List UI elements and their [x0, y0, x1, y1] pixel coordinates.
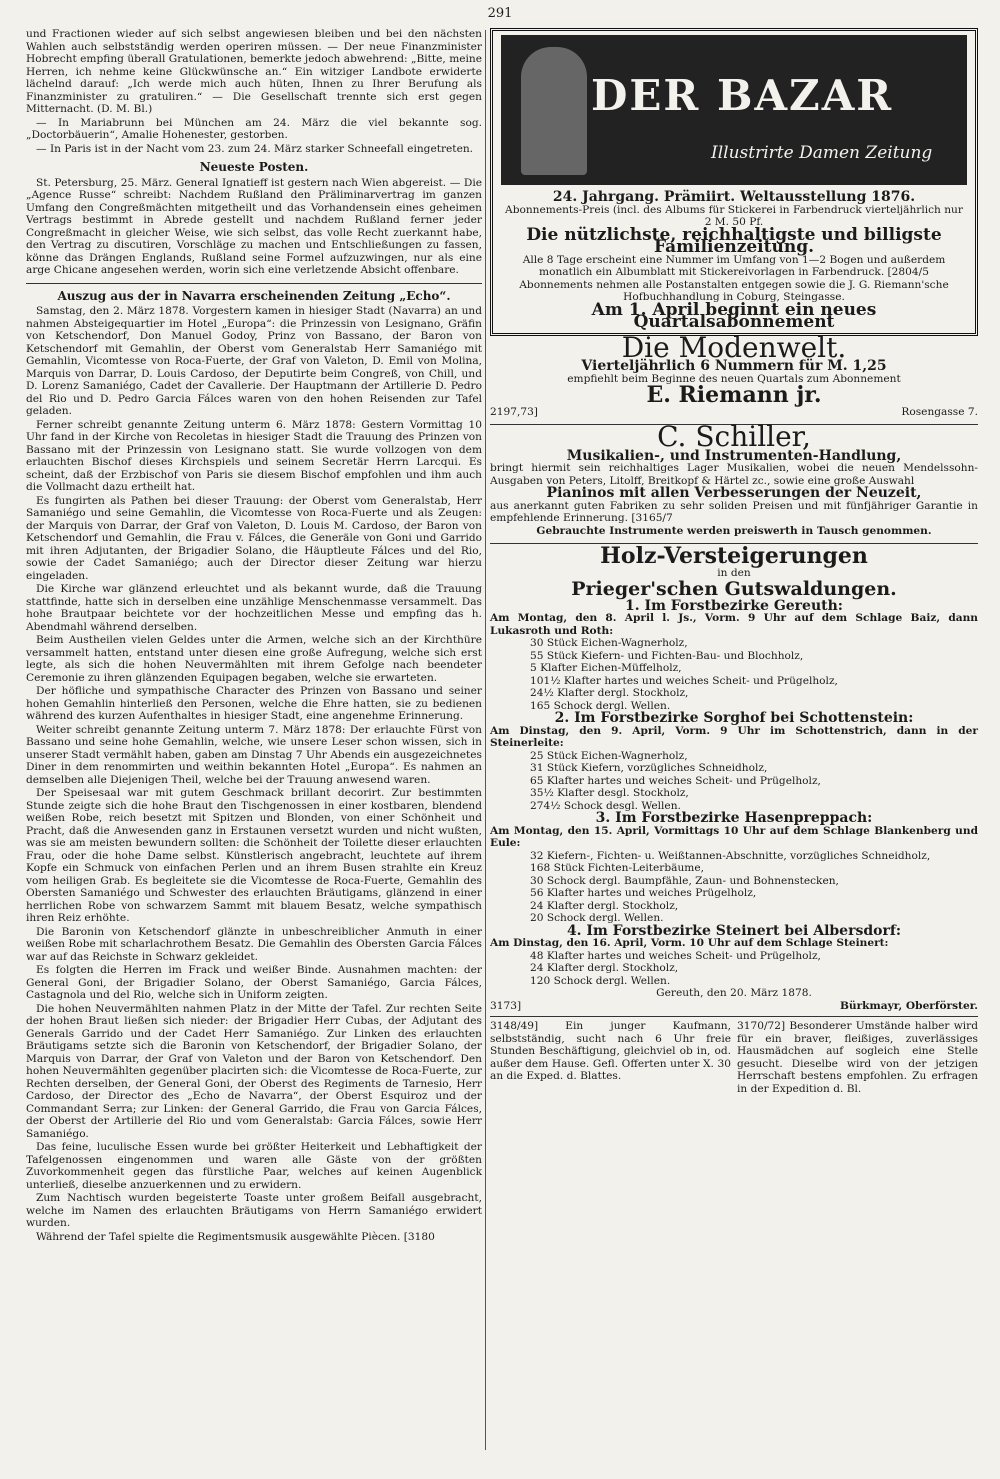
schiller-advert	[490, 420, 978, 537]
list-item: 30 Stück Eichen-Wagnerholz,	[530, 637, 688, 649]
schiller-text: Gebrauchte Instrumente werden preiswerth in Tausch genommen.	[536, 524, 932, 537]
echo-paragraph: Die Baronin von Ketschendorf glänzte in unbeschreiblicher Anmuth in einer weißen Robe mit scharlachrothem Besatz. Die Gemahlin des Obersten Garcia Fálces war auf das Reichste in Schwarz gekleidet.	[26, 925, 482, 963]
column-divider	[485, 30, 486, 1450]
holz-section-head: 1. Im Forstbezirke Gereuth:	[625, 597, 843, 614]
echo-paragraph: Die Kirche war glänzend erleuchtet und als bekannt wurde, daß die Trauung stattfinde, hatte sich in derselben eine unzählige Menschenmasse versammelt. Das hohe Brautpaar beichtete vor der hochzeitlichen Messe und empfing das h. Abendmahl während derselben.	[26, 583, 482, 633]
section-rule	[26, 283, 482, 284]
right-column	[490, 28, 978, 1095]
modenwelt-street: Rosengasse 7.	[901, 405, 978, 418]
bazar-line: Abonnements-Preis (incl. des Albums für Stickerei in Farbendruck vierteljährlich nur 2 M. 50 Pf.	[505, 203, 963, 228]
bazar-line: Abonnements nehmen alle Postanstalten entgegen sowie die J. G. Riemann'sche Hofbuchhandlung in Coburg, Steingasse.	[519, 278, 949, 303]
list-item: 168 Stück Fichten-Leiterbäume,	[530, 862, 704, 874]
echo-paragraph: Das feine, luculische Essen wurde bei größter Heiterkeit und Lebhaftigkeit der Tafelgenossen eingenommen und waren alle Gäste von der größten Zuvorkommenheit gegen das fürstliche Paar, welches auf keinen Augenblick unterließ, dieselbe anzuerkennen und zu erwidern.	[26, 1141, 482, 1191]
holz-section-head: 2. Im Forstbezirke Sorghof bei Schottenstein:	[554, 710, 914, 726]
schiller-pianinos: Pianinos mit allen Verbesserungen der Neuzeit,	[546, 485, 922, 501]
holz-item-list	[490, 850, 978, 925]
list-item: 24½ Klafter dergl. Stockholz,	[530, 687, 689, 699]
holz-ref: 3173]	[490, 999, 522, 1012]
bazar-line: Die nützlichste, reichhaltigste und billigste Familienzeitung.	[526, 224, 942, 257]
schiller-subtitle: Musikalien-, und Instrumenten-Handlung,	[566, 447, 902, 464]
modenwelt-title: Die Modenwelt.	[621, 330, 847, 364]
bazar-subtitle: Illustrirte Damen Zeitung	[711, 143, 933, 163]
small-ads	[490, 1016, 978, 1095]
bazar-banner-illustration	[501, 35, 967, 185]
modenwelt-line: Vierteljährlich 6 Nummern für M. 1,25	[581, 358, 887, 374]
list-item: 25 Stück Eichen-Wagnerholz,	[530, 749, 688, 762]
article-paragraph: — In Mariabrunn bei München am 24. März die viel bekannte sog. „Doctorbäuerin“, Amalie Hohenester, gestorben.	[26, 116, 482, 141]
modenwelt-firm: E. Riemann jr.	[646, 382, 822, 408]
lady-illustration	[521, 47, 587, 175]
list-item: 5 Klafter Eichen-Müffelholz,	[530, 662, 682, 674]
list-item: 65 Klafter hartes und weiches Scheit- und Prügelholz,	[530, 774, 821, 787]
echo-paragraph: Weiter schreibt genannte Zeitung unterm 7. März 1878: Der erlauchte Fürst von Bassano und seine hohe Gemahlin, welche, wie unsere Leser schon wissen, sich in unserer Stadt vermählt haben, gaben am Dinstag 7 Uhr Abends ein ausgezeichnetes Diner in dem renommirten und weithin bekannten Hotel „Europa“. Es nahmen an demselben alle Diejenigen Theil, welche bei der Trauung anwesend waren.	[26, 723, 482, 786]
news-text: St. Petersburg, 25. März. General Ignatieff ist gestern nach Wien abgereist. — Die „Agence Russe“ schreibt: Nachdem Rußland den Präliminarvertrag im ganzen Umfang den Congreßmächten mitgetheilt und das Vorhandensein eines geheimen Vertrags bestimmt in Abrede gestellt und nachdem Rußland ferner jeder Congreßmacht in gleicher Weise, wie sich selbst, das volle Recht zuerkannt habe, den Vertrag zu discutiren, Vorschläge zu machen und Entschließungen zu fassen, könne das Drängen Englands, Rußland seine Formel aufzuzwingen, nur als eine arge Chicane angesehen werden, worin sich eine verletzende Absicht offenbare.	[26, 176, 482, 276]
modenwelt-line: empfiehlt beim Beginne des neuen Quartals zum Abonnement	[567, 372, 901, 385]
list-item: 31 Stück Kiefern, vorzügliches Schneidholz,	[530, 762, 768, 774]
echo-paragraph: Der Speisesaal war mit gutem Geschmack brillant decorirt. Zur bestimmten Stunde zeigte sich die hohe Braut den Tischgenossen in einer kostbaren, blendend weißen Robe, reich besetzt mit Spitzen und Blonden, von einer Schönheit und Pracht, daß die Anwesenden ganz in Erstaunen versetzt wurden und nicht wußten, was sie am meisten bewundern sollten: die Schönheit der Toilette dieser erlauchten Frau, oder die hohe Dame selbst. Künstlerisch angebracht, leuchtete auf ihrem Kopfe ein Schmuck von einfachen Perlen und an ihrem Busen strahlte ein Kreuz vom heiligen Grab. Es begleitete sie die Vicomtesse de Roca-Fuerte, Gemahlin des Obersten Samaniégo und Schwester des erlauchten Bräutigams, glänzend in einer herrlichen Robe von schwarzem Sammt mit blauem Besatz, welche sympathisch ihren Reiz erhöhte.	[26, 787, 482, 924]
list-item: 120 Schock dergl. Wellen.	[530, 974, 671, 987]
echo-paragraph: Zum Nachtisch wurden begeisterte Toaste unter großem Beifall ausgebracht, welche im Namen des erlauchten Bräutigams von Herrn Samaniégo erwidert wurden.	[26, 1192, 482, 1229]
echo-paragraph: Es folgten die Herren im Frack und weißer Binde. Ausnahmen machten: der General Goni, der Brigadier Solano, der Oberst Samaniégo, Garcia Fálces, Castagnola und del Rio, welche sich in Uniform zeigten.	[26, 964, 482, 1001]
list-item: 24 Klafter dergl. Stockholz,	[530, 899, 679, 912]
holz-section-date: Am Dinstag, den 16. April, Vorm. 10 Uhr auf dem Schlage Steinert:	[490, 937, 889, 949]
echo-paragraph: Samstag, den 2. März 1878. Vorgestern kamen in hiesiger Stadt (Navarra) an und nahmen Absteigequartier im Hotel „Europa“: die Prinzessin von Lesignano, Gräfin von Ketschendorf, Don Manuel Godoy, Prinz von Bassano, der Baron von Ketschendorf mit Gemahlin, der Oberst vom Generalstab Herr Samaniégo mit Gemahlin, Vicomtesse von Roca-Fuerte, der Graf von Valeton, D. Emil von Molina, Marquis von Darrar, D. Louis Cardoso, der Deputirte beim Congreß, von Chill, und D. Lorenz Samaniégo, Cadet der Cavallerie. Der Hauptmann der Artillerie D. Pedro del Rio und D. Pedro Garcia Fálces waren von den hohen Reisenden zur Tafel geladen.	[26, 305, 482, 417]
holz-section-date: Am Montag, den 8. April l. Js., Vorm. 9 Uhr auf dem Schlage Baiz, dann Lukasroth und Roth:	[490, 612, 978, 637]
list-item: 274½ Schock desgl. Wellen.	[530, 799, 681, 812]
list-item: 35½ Klafter desgl. Stockholz,	[530, 787, 689, 799]
modenwelt-ref: 2197,73]	[490, 405, 538, 418]
echo-paragraph: Es fungirten als Pathen bei dieser Trauung: der Oberst vom Generalstab, Herr Samaniégo und seine Gemahlin, die Vicomtesse von Roca-Fuerte und als Zeugen: der Marquis von Darrar, der Graf von Valeton, D. Louis M. Cardoso, der Baron von Ketschendorf und Gemahlin, die Frau v. Fálces, die Generäle von Goni und Garrido mit ihren Adjutanten, der Brigadier Solano, die Häuptleute Fálces und del Rio, sowie der Cadet Samaniégo; auch der Director dieser Zeitung war hierzu eingeladen.	[26, 494, 482, 582]
holz-section-date: Am Montag, den 15. April, Vormittags 10 Uhr auf dem Schlage Blankenberg und Eule:	[490, 824, 978, 849]
echo-paragraph: Der höfliche und sympathische Character des Prinzen von Bassano und seiner hohen Gemahlin hinterließ den Personen, welche die Ehre hatten, sie zu bedienen während des kurzen Aufenthaltes in hiesiger Stadt, eine angenehme Erinnerung.	[26, 685, 482, 722]
holz-subtitle: Prieger'schen Gutswaldungen.	[571, 578, 897, 600]
list-item: 55 Stück Kiefern- und Fichten-Bau- und Blochholz,	[530, 649, 804, 662]
holz-signature: Bürkmayr, Oberförster.	[839, 999, 978, 1012]
bazar-title: DER BAZAR	[591, 71, 894, 120]
small-ad-hausmaedchen: 3170/72] Besonderer Umstände halber wird für ein braver, fleißiges, zuverlässiges Hausmädchen auf sogleich eine Stelle gesucht. Dieselbe wird von der jetzigen Herrschaft bestens empfohlen. Zu erfragen in der Expedition d. Bl.	[737, 1020, 978, 1095]
list-item: 32 Kiefern-, Fichten- u. Weißtannen-Abschnitte, vorzügliches Schneidholz,	[530, 849, 931, 862]
holz-place-date: Gereuth, den 20. März 1878.	[656, 987, 812, 999]
bazar-advert	[490, 28, 978, 336]
list-item: 20 Schock dergl. Wellen.	[530, 912, 664, 924]
echo-paragraph: Die hohen Neuvermählten nahmen Platz in der Mitte der Tafel. Zur rechten Seite der hohen Braut ließen sich nieder: der Brigadier Herr Cubas, der Adjutant des Generals Garrido und der Cadet Herr Samaniégo. Zur Linken des erlauchten Bräutigams setzte sich die Baronin von Ketschendorf, der Brigadier Solano, der Marquis von Darrar, der Graf von Valeton und der Baron von Ketschendorf. Den hohen Neuvermählten gegenüber placirten sich: die Vicomtesse de Roca-Fuerte, zur Rechten derselben, der General Goni, der Oberst des Regiments de Tarnesio, Herr Cardoso, der Director des „Echo de Navarra“, der Oberst Esquiroz und der Commandant Serra; zur Linken: der General Garrido, die Frau von Garcia Fálces, der Oberst der Artillerie del Rio und vom Generalstab: Garcia Fálces, sowie Herr Samaniégo.	[26, 1002, 482, 1140]
holz-section-head: 3. Im Forstbezirke Hasenpreppach:	[595, 810, 873, 826]
echo-heading: Auszug aus der in Navarra erscheinenden Zeitung „Echo“.	[57, 288, 451, 303]
article-paragraph: — In Paris ist in der Nacht vom 23. zum 24. März starker Schneefall eingetreten.	[36, 142, 474, 155]
schiller-text: aus anerkannt guten Fabriken zu sehr soliden Preisen und mit fünfjähriger Garantie in empfehlende Erinnerung. [3165/7	[490, 499, 978, 524]
list-item: 101½ Klafter hartes und weiches Scheit- und Prügelholz,	[530, 674, 838, 687]
list-item: 56 Klafter hartes und weiches Prügelholz,	[530, 887, 757, 899]
echo-paragraph: Während der Tafel spielte die Regimentsmusik ausgewählte Piècen. [3180	[36, 1230, 435, 1243]
bazar-line: Alle 8 Tage erscheint eine Nummer im Umfang von 1—2 Bogen und außerdem monatlich ein Albumblatt mit Stickereivorlagen in Farbendruck. [2804/5	[522, 253, 946, 278]
list-item: 24 Klafter dergl. Stockholz,	[530, 962, 679, 974]
modenwelt-advert	[490, 330, 978, 419]
holz-section-date: Am Dinstag, den 9. April, Vorm. 9 Uhr im Schottenstrich, dann in der Steinerleite:	[490, 724, 978, 749]
echo-paragraph: Ferner schreibt genannte Zeitung unterm 6. März 1878: Gestern Vormittag 10 Uhr fand in der Kirche von Recoletas in hiesiger Stadt die Trauung des Prinzen von Bassano mit der Prinzessin von Lesignano statt. Sie wurde vollzogen von dem erlauchten Bischof dieses Kirchspiels und seinem Secretär Herrn Larcqui. Es scheint, daß der Erzbischof von Paris sie diesem Bischof empfohlen und ihm auch die Vollmacht dazu ertheilt hat.	[26, 418, 482, 493]
echo-paragraph: Beim Austheilen vielen Geldes unter die Armen, welche sich an der Kirchthüre versammelt hatten, entstand unter diesen eine große Aufregung, welche sich erst legte, als sich die hohen Neuvermählten mit ihrem Gefolge nach beendeter Ceremonie zu ihren glänzenden Equipagen begaben, welche sie erwarteten.	[26, 634, 482, 684]
schiller-title: C. Schiller,	[657, 420, 811, 453]
bazar-line: Am 1. April beginnt ein neues Quartalsabonnement	[591, 299, 877, 332]
page-number: 291	[487, 6, 513, 21]
holz-section-head: 4. Im Forstbezirke Steinert bei Albersdorf:	[566, 922, 902, 939]
holz-in-den: in den	[717, 566, 751, 579]
holz-advert	[490, 543, 978, 1012]
news-heading: Neueste Posten.	[199, 160, 309, 174]
holz-item-list	[490, 750, 978, 813]
left-column	[26, 28, 482, 1244]
schiller-text: bringt hiermit sein reichhaltiges Lager Musikalien, wobei die neuen Mendelssohn-Ausgaben von Peters, Litolff, Breitkopf & Härtel zc., sowie eine große Auswahl	[490, 462, 978, 487]
list-item: 30 Schock dergl. Baumpfähle, Zaun- und Bohnenstecken,	[530, 874, 839, 887]
article-paragraph: und Fractionen wieder auf sich selbst angewiesen bleiben und bei den nächsten Wahlen auch selbstständig werden operiren müssen. — Der neue Finanzminister Hobrecht empfing überall Gratulationen, bemerkte jedoch abwehrend: „Bitte, meine Herren, ich nehme keine Glückwünsche an.“ Ein witziger Landbote erwiderte lächelnd darauf: „Ich werde mich auch hüten, Ihnen zu Ihrer Berufung als Finanzminister zu gratuliren.“ — Die Gesellschaft trennte sich erst gegen Mitternacht. (D. M. Bl.)	[26, 28, 482, 115]
list-item: 48 Klafter hartes und weiches Scheit- und Prügelholz,	[530, 949, 821, 962]
holz-title: Holz-Versteigerungen	[600, 543, 868, 569]
holz-item-list	[490, 950, 978, 988]
small-ad-kaufmann: 3148/49] Ein junger Kaufmann, selbstständig, sucht nach 6 Uhr freie Stunden Beschäftigung, gleichviel ob in, od. außer dem Hause. Gefl. Offerten unter X. 30 an die Exped. d. Blattes.	[490, 1020, 731, 1082]
bazar-line: 24. Jahrgang. Prämiirt. Weltausstellung 1876.	[552, 189, 916, 205]
holz-item-list	[490, 637, 978, 712]
list-item: 165 Schock dergl. Wellen.	[530, 699, 671, 712]
